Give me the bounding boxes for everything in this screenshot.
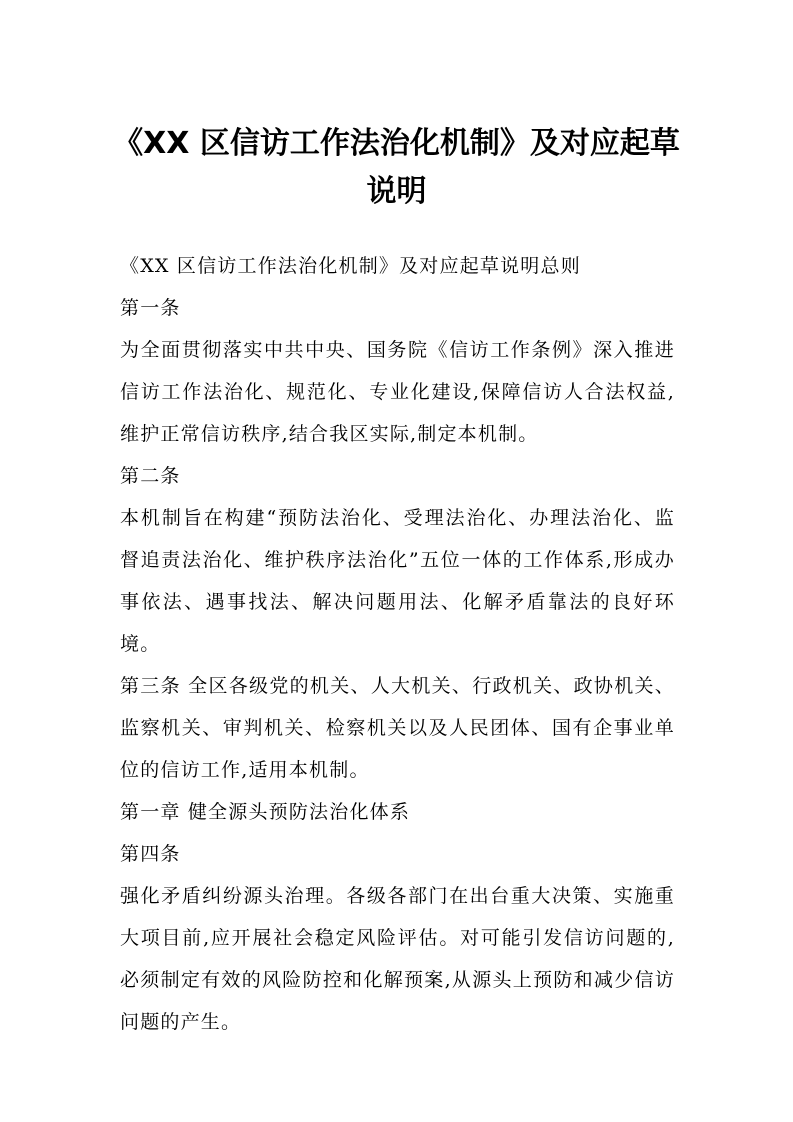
chapter-1-heading: 第一章 健全源头预防法治化体系 <box>120 801 411 823</box>
general-provisions-heading: 《XX 区信访工作法治化机制》及对应起草说明总则 <box>120 255 581 277</box>
document-title-line-2: 说明 <box>366 174 427 209</box>
article-2-heading: 第二条 <box>120 465 181 487</box>
article-1-heading: 第一条 <box>120 297 181 319</box>
article-2-text: 本机制旨在构建“预防法治化、受理法治化、办理法治化、监督追责法治化、维护秩序法治化”五位一体的工作体系,形成办事依法、遇事找法、解决问题用法、化解矛盾靠法的良好环境。 <box>120 507 675 655</box>
article-4-text: 强化矛盾纠纷源头治理。各级各部门在出台重大决策、实施重大项目前,应开展社会稳定风险评估。对可能引发信访问题的,必须制定有效的风险防控和化解预案,从源头上预防和减少信访问题的产生。 <box>120 885 675 1033</box>
article-3-text: 第三条 全区各级党的机关、人大机关、行政机关、政协机关、监察机关、审判机关、检察机关以及人民团体、国有企事业单位的信访工作,适用本机制。 <box>120 675 675 781</box>
document-title-line-1: 《XX 区信访工作法治化机制》及对应起草 <box>113 126 680 161</box>
document-body <box>120 245 675 1043</box>
article-1-text: 为全面贯彻落实中共中央、国务院《信访工作条例》深入推进信访工作法治化、规范化、专业化建设,保障信访人合法权益,维护正常信访秩序,结合我区实际,制定本机制。 <box>120 339 675 445</box>
article-4-heading: 第四条 <box>120 843 181 865</box>
